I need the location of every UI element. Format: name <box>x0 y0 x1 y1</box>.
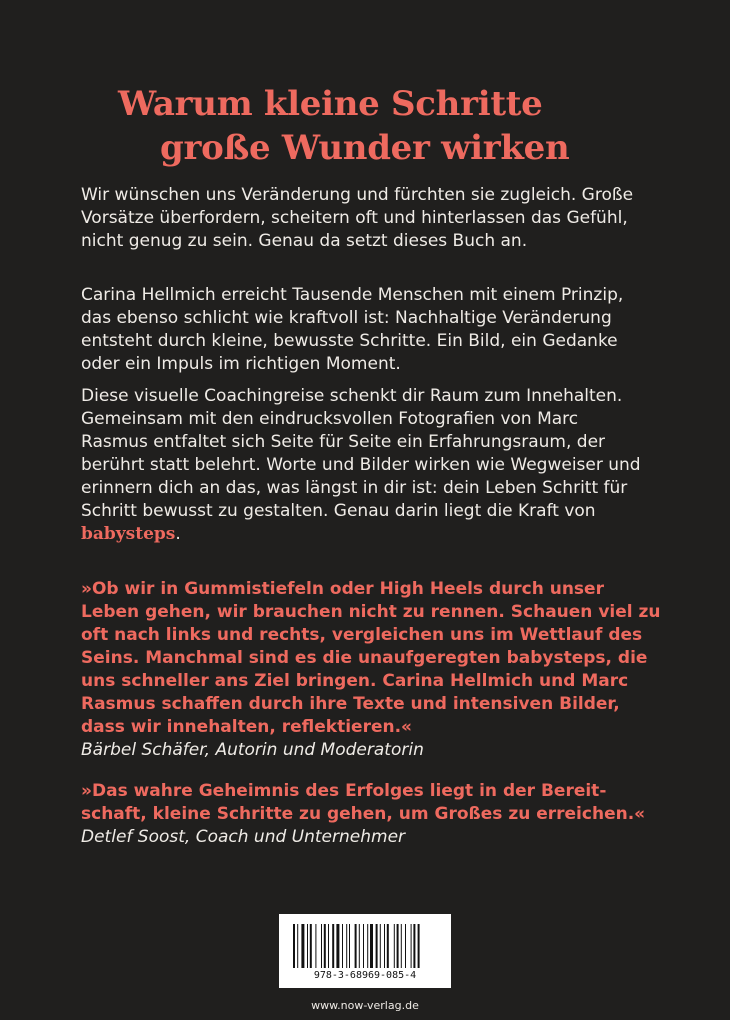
testimonial-2 <box>81 780 661 849</box>
back-cover-headline <box>0 82 730 170</box>
headline-line-2: große Wunder wirken <box>160 128 570 168</box>
blurb-paragraph-3-text: Diese visuelle Coachingreise schenkt dir Raum zum Innehalten. Gemeinsam mit den eindrucksvollen Fotografien von Marc Rasmus entfaltet sich Seite für Seite ein Erfahrungsraum, der berührt statt belehrt. Worte und Bilder wirken wie Wegweiser und erinnern dich an das, was längst in dir ist: dein Leben Schritt für Schritt bewusst zu gestalten. Genau darin liegt die Kraft von <box>81 386 641 521</box>
brand-name: babysteps <box>81 524 176 544</box>
blurb-paragraph-3-end: . <box>175 524 181 544</box>
barcode-icon <box>293 924 437 968</box>
isbn-number: 978-3-68969-085-4 <box>313 970 417 981</box>
isbn-barcode <box>279 914 451 988</box>
testimonial-1-quote: »Ob wir in Gummistiefeln oder High Heels durch unser Leben gehen, wir brauchen nicht zu rennen. Schauen viel zu oft nach links und rechts, vergleichen uns im Wettlauf des Seins. Manchmal sind es die unaufgeregten babysteps, die uns schneller ans Ziel bringen. Carina Hellmich und Marc Rasmus schaffen durch ihre Texte und intensiven Bilder, dass wir innehalten, reflektieren.« <box>81 579 661 737</box>
testimonial-1 <box>81 578 661 762</box>
testimonial-2-quote: »Das wahre Geheimnis des Erfolges liegt in der Bereitschaft, kleine Schritte zu gehen, um Großes zu erreichen.« <box>81 781 646 824</box>
headline-line-1: Warum kleine Schritte <box>118 84 543 124</box>
blurb-paragraph-1: Wir wünschen uns Veränderung und fürchten sie zugleich. Große Vorsätze überfordern, scheitern oft und hinterlassen das Gefühl, nicht genug zu sein. Genau da setzt dieses Buch an. <box>81 185 634 251</box>
testimonial-2-author: Detlef Soost, Coach und Unternehmer <box>81 827 406 847</box>
blurb-paragraph-3 <box>81 385 641 546</box>
publisher-website: www.now-verlag.de <box>311 999 419 1012</box>
blurb-paragraph-2: Carina Hellmich erreicht Tausende Menschen mit einem Prinzip, das ebenso schlicht wie kraftvoll ist: Nachhaltige Veränderung entsteht durch kleine, bewusste Schritte. Ein Bild, ein Gedanke oder ein Impuls im richtigen Moment. <box>81 285 624 374</box>
testimonial-1-author: Bärbel Schäfer, Autorin und Moderatorin <box>81 740 424 760</box>
